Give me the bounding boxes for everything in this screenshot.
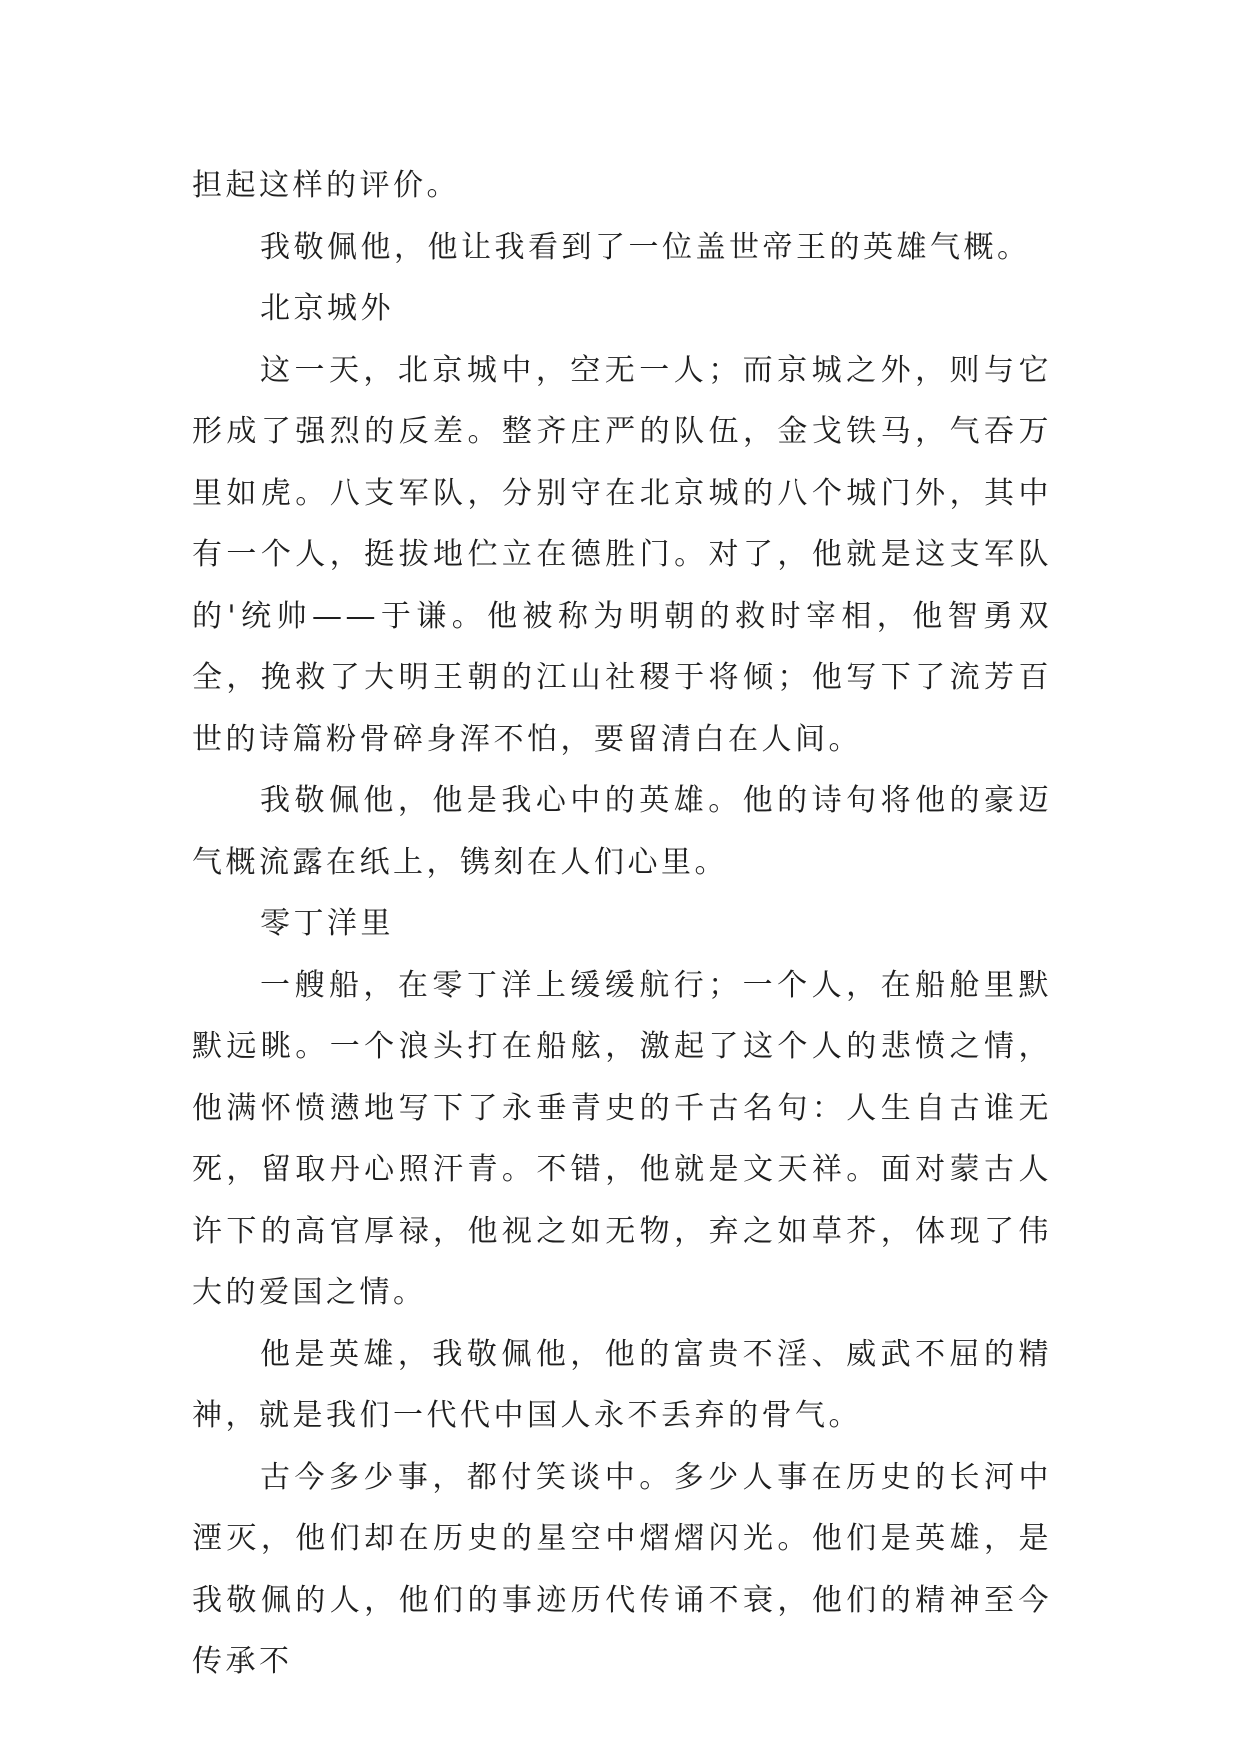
paragraph: 我敬佩他，他是我心中的英雄。他的诗句将他的豪迈气概流露在纸上，镌刻在人们心里。 xyxy=(192,783,1052,880)
paragraph: 我敬佩他，他让我看到了一位盖世帝王的英雄气概。 xyxy=(260,229,1031,265)
paragraph: 古今多少事，都付笑谈中。多少人事在历史的长河中湮灭，他们却在历史的星空中熠熠闪光。他们是英雄，是我敬佩的人，他们的事迹历代传诵不衰，他们的精神至今传承不 xyxy=(192,1459,1052,1679)
paragraph: 他是英雄，我敬佩他，他的富贵不淫、威武不屈的精神，就是我们一代代中国人永不丢弃的骨气。 xyxy=(192,1336,1052,1433)
paragraph-continuation: 担起这样的评价。 xyxy=(192,168,460,203)
paragraph: 这一天，北京城中，空无一人；而京城之外，则与它形成了强烈的反差。整齐庄严的队伍，金戈铁马，气吞万里如虎。八支军队，分别守在北京城的八个城门外，其中有一个人，挺拔地伫立在德胜门。对了，他就是这支军队的'统帅——于谦。他被称为明朝的救时宰相，他智勇双全，挽救了大明王朝的江山社稷于将倾；他写下了流芳百世的诗篇粉骨碎身浑不怕，要留清白在人间。 xyxy=(192,352,1052,757)
paragraph: 一艘船，在零丁洋上缓缓航行；一个人，在船舱里默默远眺。一个浪头打在船舷，激起了这个人的悲愤之情，他满怀愤懑地写下了永垂青史的千古名句：人生自古谁无死，留取丹心照汗青。不错，他就是文天祥。面对蒙古人许下的高官厚禄，他视之如无物，弃之如草芥，体现了伟大的爱国之情。 xyxy=(192,967,1052,1310)
section-heading: 北京城外 xyxy=(260,291,394,326)
document-body xyxy=(192,155,1052,1693)
section-heading: 零丁洋里 xyxy=(260,906,394,941)
